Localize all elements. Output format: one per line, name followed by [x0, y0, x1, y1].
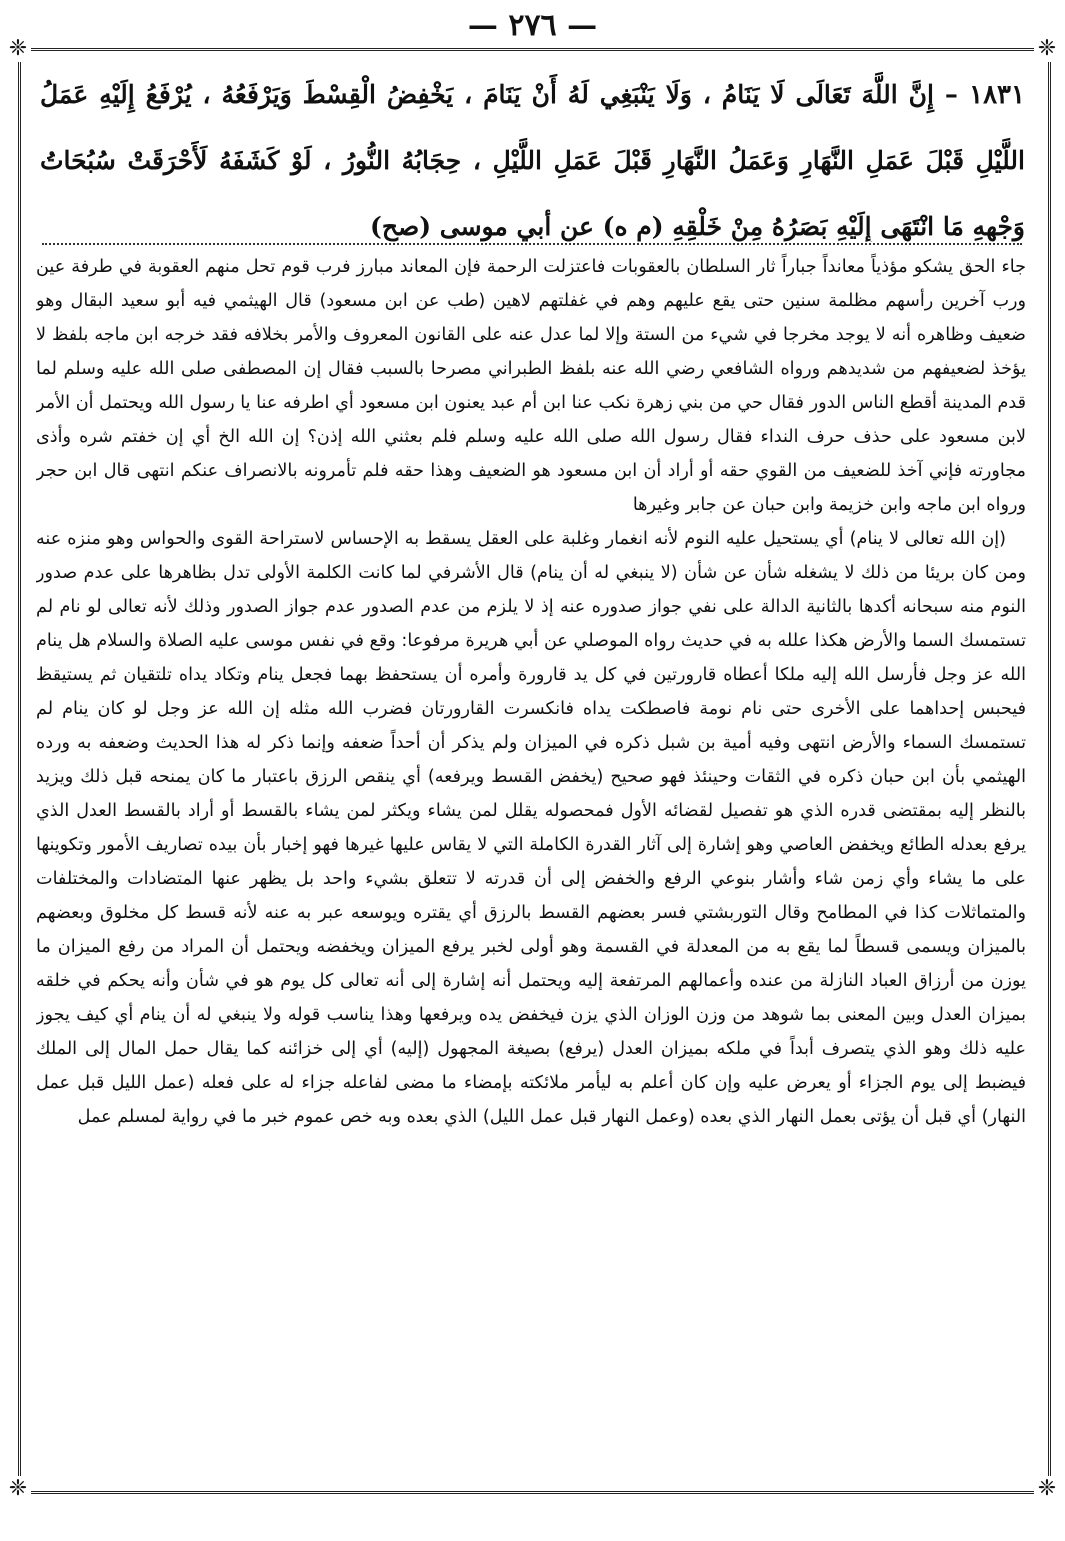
section-divider [42, 243, 1022, 245]
commentary-block [36, 250, 1026, 1475]
hadith-number: ١٨٣١ – [944, 80, 1025, 110]
corner-ornament-icon: ❈ [5, 1476, 31, 1502]
corner-ornament-icon: ❈ [1034, 36, 1060, 62]
commentary-paragraph: (إن الله تعالى لا ينام) أي يستحيل عليه النوم لأنه انغمار وغلبة على العقل يسقط به الإحساس لاستراحة القوى والحواس وهو منزه عنه ومن كان بريئا من ذلك لا يشغله شأن عن شأن (لا ينبغي له أن ينام) قال الأشرفي لما كانت الكلمة الأولى تدل بظاهرها على عدم صدور النوم منه سبحانه أكدها بالثانية الدالة على نفي جواز صدوره عنه إذ لا يلزم من عدم الصدور عدم جواز الصدور وذلك لأنه تعالى لو نام لم تستمسك السما والأرض هكذا علله به في حديث رواه الموصلي عن أبي هريرة مرفوعا: وقع في نفس موسى عليه الصلاة والسلام هل ينام الله عز وجل فأرسل الله إليه ملكا أعطاه قارورتين في كل يد قارورة وأمره أن يستحفظ بهما فجعل ينام وتكاد يداه تلتقيان ثم يستيقظ فيحبس إحداهما على الأخرى حتى نام نومة فاصطكت يداه فانكسرت القارورتان فضرب الله مثله إن الله عز وجل لو كان ينام لم تستمسك السماء والأرض انتهى وفيه أمية بن شبل ذكره في الميزان ولم يذكر أن أحداً ضعفه وإنما ذكر له هذا الحديث وضعفه به ورده الهيثمي بأن ابن حبان ذكره في الثقات وحينئذ فهو صحيح (يخفض القسط ويرفعه) أي ينقص الرزق باعتبار ما كان يمنحه قبل ذلك ويزيد بالنظر إليه بمقتضى قدره الذي هو تفصيل لقضائه الأول فمحصوله يقلل لمن يشاء ويكثر لمن يشاء بالقسط أو أراد بالقسط العدل الذي يرفع بعدله الطائع ويخفض العاصي وهو إشارة إلى آثار القدرة الكاملة التي لا يقاس عليها غيرها فهو إخبار بأن بيده تصاريف الأمور وتكوينها على ما يشاء وأي زمن شاء وأشار بنوعي الرفع والخفض إلى أن قدرته لا تتعلق بشيء واحد بل يظهر عنها المتضادات والمختلفات والمتماثلات كذا في المطامح وقال التوربشتي فسر بعضهم القسط بالرزق أي يقتره ويوسعه عبر به عنه لأنه قسط كل مخلوق وبعضهم بالميزان ويسمى قسطاً لما يقع به من المعدلة في القسمة وهو أولى لخبر يرفع الميزان ويخفضه ويحتمل أن المراد من رفع الميزان ما يوزن من أرزاق العباد النازلة من عنده وأعمالهم المرتفعة إليه ويحتمل أنه إشارة إلى أنه تعالى كل يوم هو في شأن وأنه يحكم في خلقه بميزان العدل وبين المعنى بما شوهد من وزن الوزان الذي يزن فيخفض يده ويرفعها وهذا يناسب قوله ولا ينبغي له أن ينام أي كيف يجوز عليه ذلك وهو الذي يتصرف أبداً في ملكه بميزان العدل (يرفع) بصيغة المجهول (إليه) أي إلى خزائنه كما يقال حمل المال إلى الملك فيضبط إلى يوم الجزاء أو يعرض عليه وإن كان أعلم به ليأمر ملائكته بإمضاء ما مضى لفاعله جزاء له على فعله (عمل الليل قبل عمل النهار) أي قبل أن يؤتى بعمل النهار الذي بعده (وعمل النهار قبل عمل الليل) الذي بعده وبه خص عموم خبر ما في رواية لمسلم عمل [36, 529, 1026, 1127]
hadith-text-block [40, 62, 1025, 242]
corner-ornament-icon: ❈ [5, 36, 31, 62]
hadith-text: إِنَّ اللَّهَ تَعَالَى لَا يَنَامُ ، وَلَا يَنْبَغِي لَهُ أَنْ يَنَامَ ، يَخْفِضُ الْقِسْطَ وَيَرْفَعُهُ ، يُرْفَعُ إِلَيْهِ عَمَلُ اللَّيْلِ قَبْلَ عَمَلِ النَّهَارِ وَعَمَلُ النَّهَارِ قَبْلَ عَمَلِ اللَّيْلِ ، حِجَابُهُ النُّورُ ، لَوْ كَشَفَهُ لَأَحْرَقَتْ سُبُحَاتُ وَجْهِهِ مَا انْتَهَى إِلَيْهِ بَصَرُهُ مِنْ خَلْقِهِ (م ه) عن أبي موسى (صح) [40, 80, 1025, 241]
corner-ornament-icon: ❈ [1034, 1476, 1060, 1502]
commentary-paragraph: جاء الحق يشكو مؤذياً معانداً جباراً ثار السلطان بالعقوبات فاعتزلت الرحمة فإن المعاند مبارز فرب قوم تحل منهم العقوبة في طرفة عين ورب آخرين رأسهم مظلمة سنين حتى يقع عليهم وهم في غفلتهم لاهين (طب عن ابن مسعود) قال الهيثمي فيه أبو سعيد البقال وهو ضعيف وظاهره أنه لا يوجد مخرجا في شيء من الستة وإلا لما عدل عنه على القانون المعروف والأمر بخلافه فقد خرجه ابن ماجه بلفظ لا يؤخذ لضعيفهم من شديدهم ورواه الشافعي رضي الله عنه بلفظ الطبراني مصرحا بالسبب فقال إن المصطفى صلى الله عليه وسلم لما قدم المدينة أقطع الناس الدور فقال حي من بني زهرة نكب عنا ابن أم عبد يعنون ابن مسعود أي اطرفه عنا يا رسول الله ويحتمل أن الأمر لابن مسعود على حذف حرف النداء فقال رسول الله صلى الله عليه وسلم فلم بعثني الله إذن؟ إن الله الخ أي إن خفتم شره وأذى مجاورته فإني آخذ للضعيف من القوي حقه أو أراد أن ابن مسعود هو الضعيف وهذا حقه فلم تأمرونه بالانصراف عنكم انتهى قال ابن حجر ورواه ابن ماجه وابن خزيمة وابن حبان عن جابر وغيرها [36, 257, 1026, 515]
page-number: — ٢٧٦ — [467, 8, 598, 43]
